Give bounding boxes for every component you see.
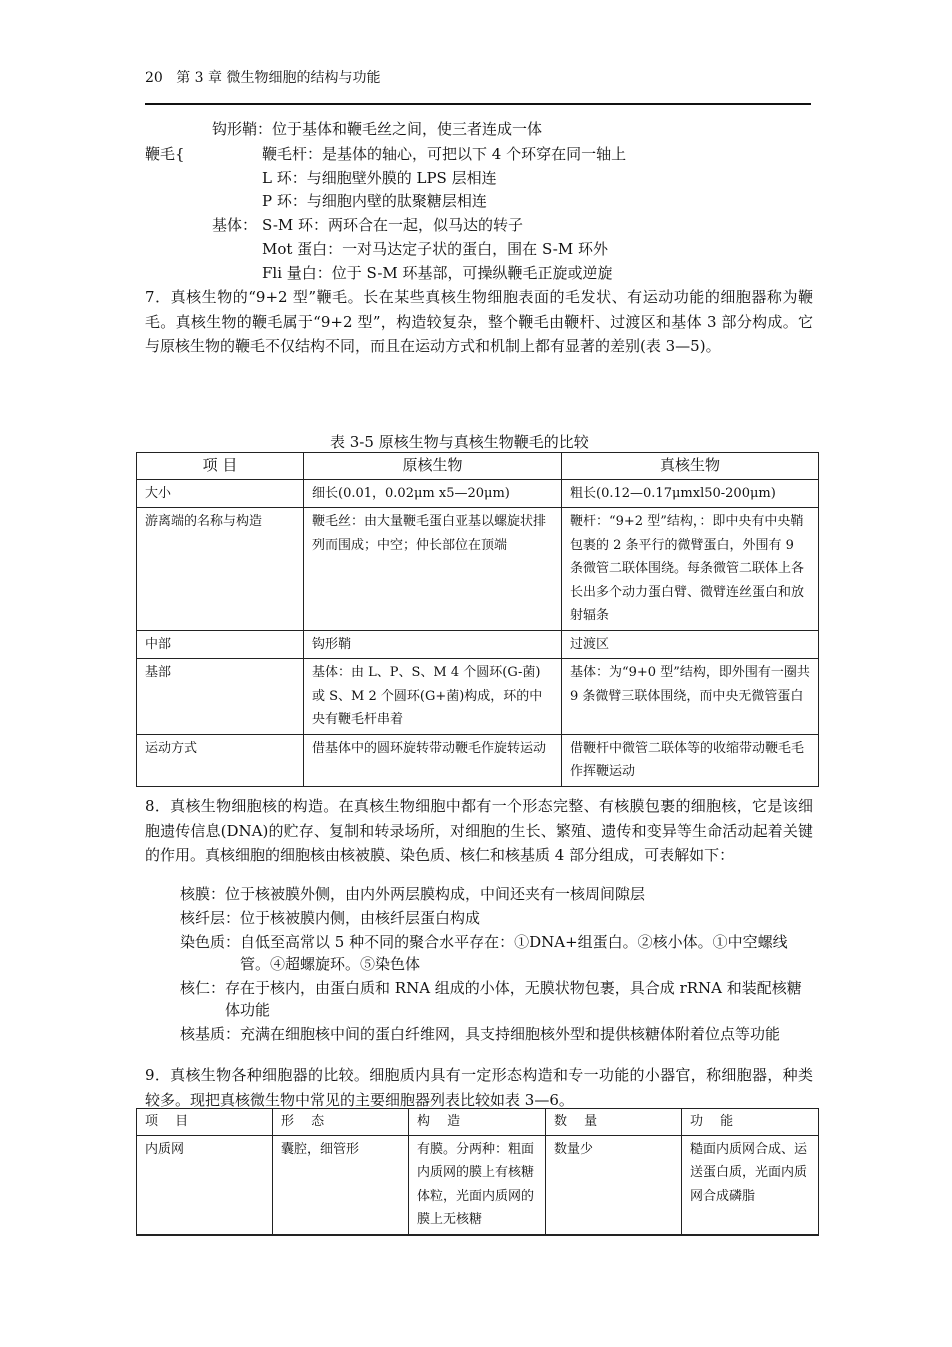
list-term: 核仁：: [180, 979, 226, 997]
table-cell: 有膜。分两种：粗面内质网的膜上有核糖体粒，光面内质网的膜上无核糖: [409, 1135, 546, 1235]
table-row: [137, 479, 819, 508]
organelle-comparison-table: [136, 1108, 819, 1236]
list-item: [180, 1023, 812, 1045]
table-cell: 运动方式: [137, 734, 304, 786]
table-cell: 钩形鞘: [304, 630, 562, 659]
table-header-cell: 功 能: [682, 1109, 819, 1136]
list-desc: 自低至高常以 5 种不同的聚合水平存在：①DNA+组蛋白。②核小体。①中空螺线管。④超螺旋环。⑤染色体: [240, 933, 788, 973]
list-term: 核纤层：: [180, 909, 241, 927]
chapter-title: 第 3 章 微生物细胞的结构与功能: [176, 70, 381, 86]
table-cell: 基体：为“9+0 型”结构，即外围有一圈共 9 条微臂三联体围绕，而中央无微管蛋白: [562, 659, 819, 735]
table-cell: 鞭毛丝：由大量鞭毛蛋白亚基以螺旋状排列而围成；中空；仲长部位在顶端: [304, 508, 562, 631]
table-cell: 粗长(0.12—0.17μmxl50-200μm): [562, 479, 819, 508]
list-term: 染色质：: [180, 933, 241, 951]
paragraph-8: 8．真核生物细胞核的构造。在真核生物细胞中都有一个形态完整、有核膜包裹的细胞核，它是该细胞遗传信息(DNA)的贮存、复制和转录场所，对细胞的生长、繁殖、遗传和变异等生命活动起着关键的作用。真核细胞的细胞核由核被膜、染色质、核仁和核基质 4 部分组成，可表解如下：: [145, 797, 813, 864]
sm-ring-line: S-M 环：两环合在一起，似马达的转子: [262, 216, 524, 234]
paragraph-9: 9．真核生物各种细胞器的比较。细胞质内具有一定形态构造和专一功能的小器官，称细胞器，种类较多。现把真核微生物中常见的主要细胞器列表比较如表 3—6。: [145, 1066, 813, 1109]
table-row: [137, 1135, 819, 1235]
table-cell: 大小: [137, 479, 304, 508]
paragraph-7: 7．真核生物的“9+2 型”鞭毛。长在某些真核生物细胞表面的毛发状、有运动功能的细胞器称为鞭毛。真核生物的鞭毛属于“9+2 型”，构造较复杂，整个鞭毛由鞭杆、过渡区和基体 3 部分构成。它与原核生物的鞭毛不仅结构不同，而且在运动方式和机制上都有显著的差别(表 3—5)。: [145, 288, 813, 355]
fli-protein-line: Fli 量白：位于 S-M 环基部，可操纵鞭毛正旋或逆旋: [262, 264, 613, 282]
table-cell: 糙面内质网合成、运送蛋白质，光面内质网合成磷脂: [682, 1135, 819, 1235]
basal-body-label: 基体：: [212, 216, 258, 234]
table-cell: 借鞭杆中微管二联体等的收缩带动鞭毛毛作挥鞭运动: [562, 734, 819, 786]
p-ring-line: P 环：与细胞内壁的肽聚糖层相连: [262, 192, 487, 210]
list-item: [180, 977, 812, 1021]
list-desc: 充满在细胞核中间的蛋白纤维网，具支持细胞核外型和提供核糖体附着位点等功能: [240, 1025, 781, 1043]
flagella-comparison-table: [136, 452, 819, 787]
table-row: [137, 659, 819, 735]
header-rule: [145, 103, 811, 105]
table-cell: 数量少: [546, 1135, 682, 1235]
table-cell: 游离端的名称与构造: [137, 508, 304, 631]
table-cell: 内质网: [137, 1135, 273, 1235]
table-header-cell: 项 目: [137, 1109, 273, 1136]
table-header-cell: 原核生物: [304, 453, 562, 480]
hook-sheath-line: 钩形鞘：位于基体和鞭毛丝之间，使三者连成一体: [212, 120, 543, 138]
table-cell: 鞭杆：“9+2 型”结构，：即中央有中央鞘包裹的 2 条平行的微臂蛋白，外围有 9 条微管二联体围绕。每条微管二联体上各长出多个动力蛋白臂、微臂连丝蛋白和放射辐条: [562, 508, 819, 631]
list-item: [180, 883, 812, 905]
table-header-cell: 形 态: [273, 1109, 409, 1136]
table-row: [137, 508, 819, 631]
table-cell: 细长(0.01，0.02μm x5—20μm): [304, 479, 562, 508]
page-header: [145, 67, 380, 87]
list-desc: 存在于核内，由蛋白质和 RNA 组成的小体，无膜状物包裹，具合成 rRNA 和装配核糖体功能: [225, 979, 802, 1019]
table-cell: 过渡区: [562, 630, 819, 659]
page-number: 20: [145, 70, 163, 86]
nucleus-structure-list: [180, 883, 812, 1047]
table-cell: 囊腔，细管形: [273, 1135, 409, 1235]
rod-line: 鞭毛杆：是基体的轴心，可把以下 4 个环穿在同一轴上: [262, 145, 627, 163]
table-row: [137, 630, 819, 659]
mot-protein-line: Mot 蛋白：一对马达定子状的蛋白，围在 S-M 环外: [262, 240, 608, 258]
flagellum-label: 鞭毛{: [145, 145, 185, 163]
list-item: [180, 907, 812, 929]
table-cell: 基体：由 L、P、S、M 4 个圆环(G-菌) 或 S、M 2 个圆环(G+菌)构成，环的中央有鞭毛杆串着: [304, 659, 562, 735]
table-cell: 基部: [137, 659, 304, 735]
list-item: [180, 931, 812, 975]
table-header-row: [137, 453, 819, 480]
list-desc: 位于核被膜内侧，由核纤层蛋白构成: [240, 909, 481, 927]
list-term: 核基质：: [180, 1025, 241, 1043]
table-caption: 表 3-5 原核生物与真核生物鞭毛的比较: [330, 433, 589, 451]
table-cell: 中部: [137, 630, 304, 659]
list-desc: 位于核被膜外侧，由内外两层膜构成，中间还夹有一核周间隙层: [225, 885, 646, 903]
table-cell: 借基体中的圆环旋转带动鞭毛作旋转运动: [304, 734, 562, 786]
l-ring-line: L 环：与细胞壁外膜的 LPS 层相连: [262, 169, 497, 187]
list-term: 核膜：: [180, 885, 226, 903]
table-header-cell: 数 量: [546, 1109, 682, 1136]
table-header-cell: 真核生物: [562, 453, 819, 480]
table-header-cell: 项 目: [137, 453, 304, 480]
table-header-cell: 构 造: [409, 1109, 546, 1136]
table-header-row: [137, 1109, 819, 1136]
table-row: [137, 734, 819, 786]
